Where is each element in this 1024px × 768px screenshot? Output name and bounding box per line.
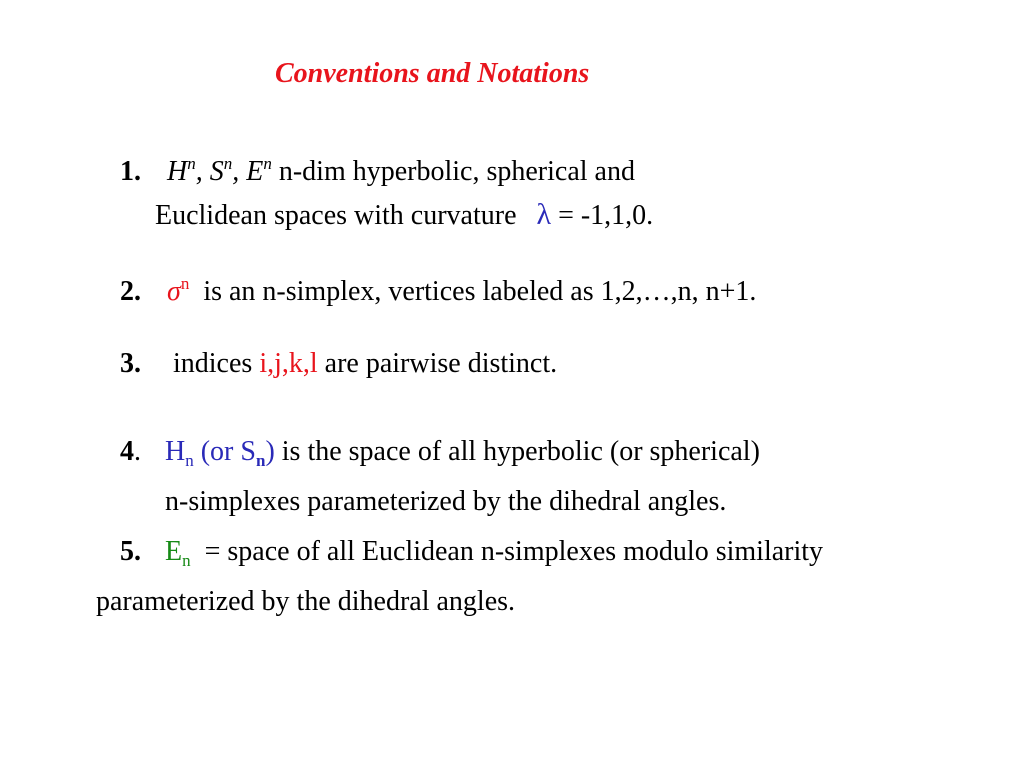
item-3-indices: i,j,k,l — [259, 348, 318, 379]
item-5-number: 5. — [120, 536, 141, 567]
sigma-sup: n — [180, 274, 190, 293]
item-4-number: 4 — [120, 436, 134, 467]
item-1-e: , E — [232, 156, 264, 187]
slide-title: Conventions and Notations — [275, 58, 590, 89]
item-3-line — [120, 350, 557, 378]
item-5-line-1 — [120, 536, 824, 570]
item-1-e-sup: n — [263, 154, 272, 173]
item-2-line — [120, 274, 757, 307]
item-1-text-c: = -1,1,0. — [551, 200, 654, 231]
lambda-symbol: λ — [536, 198, 552, 231]
item-4-or-s: (or S — [193, 436, 256, 467]
item-5-text-b: parameterized by the dihedral angles. — [96, 586, 516, 617]
item-4-s-sub: n — [255, 451, 266, 470]
item-4-close: ) — [265, 436, 275, 467]
item-1-line-1 — [120, 154, 635, 187]
item-1-text-b: Euclidean spaces with curvature — [155, 200, 517, 231]
item-1-line-2 — [155, 200, 653, 230]
item-4-line-1 — [120, 436, 760, 470]
item-2-text: is an n-simplex, vertices labeled as 1,2,…,n, n+1. — [203, 276, 757, 307]
item-4-period: . — [134, 436, 141, 467]
item-5-line-2 — [96, 588, 515, 616]
item-1-s: , S — [195, 156, 224, 187]
item-3-text-a: indices — [173, 348, 260, 379]
item-1-s-sup: n — [223, 154, 233, 173]
item-5-e: E — [165, 536, 183, 567]
item-4-h-sub: n — [185, 451, 194, 470]
item-5-e-sub: n — [182, 551, 191, 570]
item-4-text-a: is the space of all hyperbolic (or spherical) — [274, 436, 760, 467]
item-4-line-2 — [165, 488, 726, 516]
item-5-text-a: = space of all Euclidean n-simplexes modulo similarity — [204, 536, 824, 567]
item-1-text-a: n-dim hyperbolic, spherical and — [271, 156, 635, 187]
item-2-number: 2. — [120, 276, 141, 307]
item-4-h: H — [165, 436, 186, 467]
sigma-symbol: σ — [167, 276, 181, 307]
item-3-text-b: are pairwise distinct. — [317, 348, 558, 379]
item-3-number: 3. — [120, 348, 141, 379]
item-1-h: H — [167, 156, 188, 187]
item-4-text-b: n-simplexes parameterized by the dihedral angles. — [165, 486, 727, 517]
item-1-h-sup: n — [187, 154, 196, 173]
item-1-number: 1. — [120, 156, 141, 187]
